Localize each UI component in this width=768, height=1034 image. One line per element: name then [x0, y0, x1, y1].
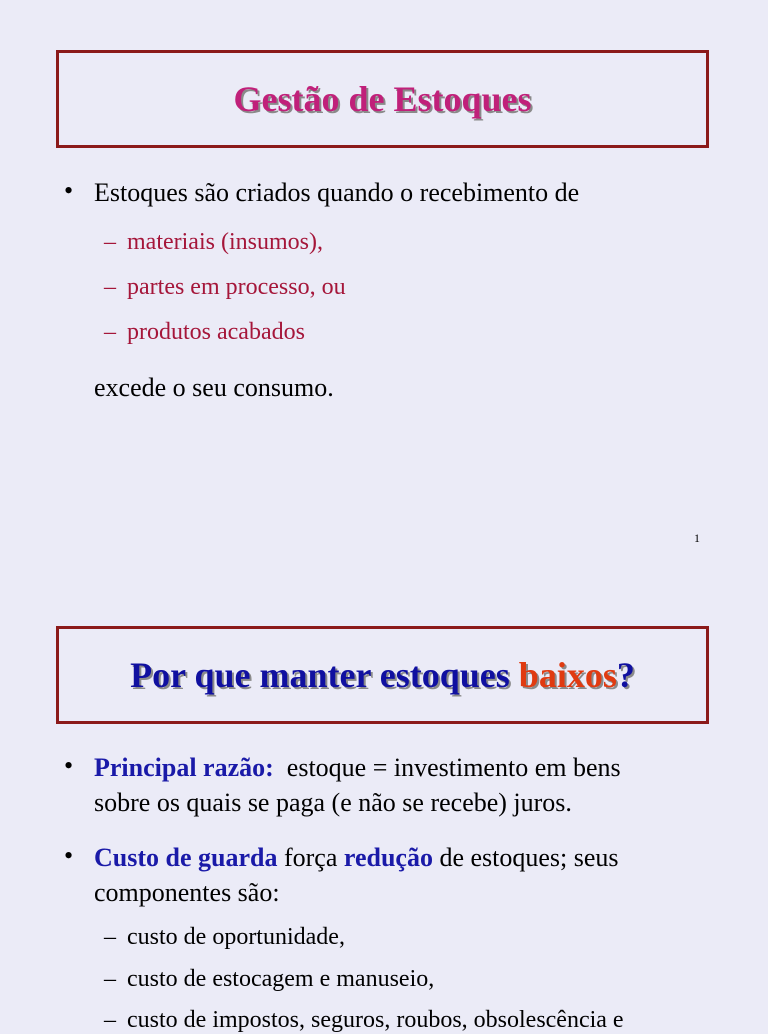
sub-item-text: materiais (insumos),	[127, 229, 323, 255]
bullet-1-label: Principal razão:	[94, 753, 274, 782]
slide-2-bullet-1	[94, 753, 621, 783]
slide-1-intro: Estoques são criados quando o recebimento de	[94, 178, 580, 207]
dash-icon: –	[104, 229, 116, 255]
bullet-2-text-1: força	[277, 843, 344, 872]
slide-1-title: Gestão de Estoques	[233, 79, 532, 119]
bullet-1-text: estoque = investimento em bens	[273, 753, 621, 782]
sub-item-text: custo de oportunidade,	[127, 924, 345, 950]
bullet-icon: •	[64, 841, 74, 870]
sub-item	[104, 1007, 624, 1034]
bullet-2-label-1: Custo de guarda	[94, 843, 278, 872]
slide-2	[0, 578, 768, 1033]
bullet-icon: •	[64, 751, 74, 780]
slide-2-title-end: ?	[616, 655, 635, 695]
slide-2-title-box	[56, 626, 709, 724]
page-number: 1	[694, 531, 700, 545]
slide-2-title-main: Por que manter estoques	[130, 655, 519, 695]
dash-icon: –	[104, 1007, 116, 1033]
bullet-2-text-2: de estoques; seus	[432, 843, 619, 872]
sub-item	[104, 924, 345, 951]
dash-icon: –	[104, 966, 116, 992]
slide-1-closing: excede o seu consumo.	[94, 373, 334, 402]
sub-item	[104, 274, 346, 301]
slide-2-bullet-2	[94, 843, 619, 873]
slide-2-bullet-1-line-2: sobre os quais se paga (e não se recebe) juros.	[94, 788, 572, 817]
dash-icon: –	[104, 319, 116, 345]
sub-item	[104, 229, 323, 256]
sub-item	[104, 966, 434, 993]
slide-1-title-box	[56, 50, 709, 148]
slide-2-title	[130, 654, 635, 696]
sub-item	[104, 319, 305, 346]
bullet-icon: •	[64, 176, 74, 205]
dash-icon: –	[104, 274, 116, 300]
slide-2-title-highlight: baixos	[518, 655, 617, 695]
sub-item-text: custo de estocagem e manuseio,	[127, 966, 435, 992]
slide-2-bullet-2-line-2: componentes são:	[94, 878, 280, 907]
sub-item-text: produtos acabados	[127, 319, 305, 345]
sub-item-text: partes em processo, ou	[127, 274, 346, 300]
bullet-2-label-2: redução	[343, 843, 433, 872]
sub-item-text: custo de impostos, seguros, roubos, obsolescência e	[127, 1007, 624, 1033]
dash-icon: –	[104, 924, 116, 950]
